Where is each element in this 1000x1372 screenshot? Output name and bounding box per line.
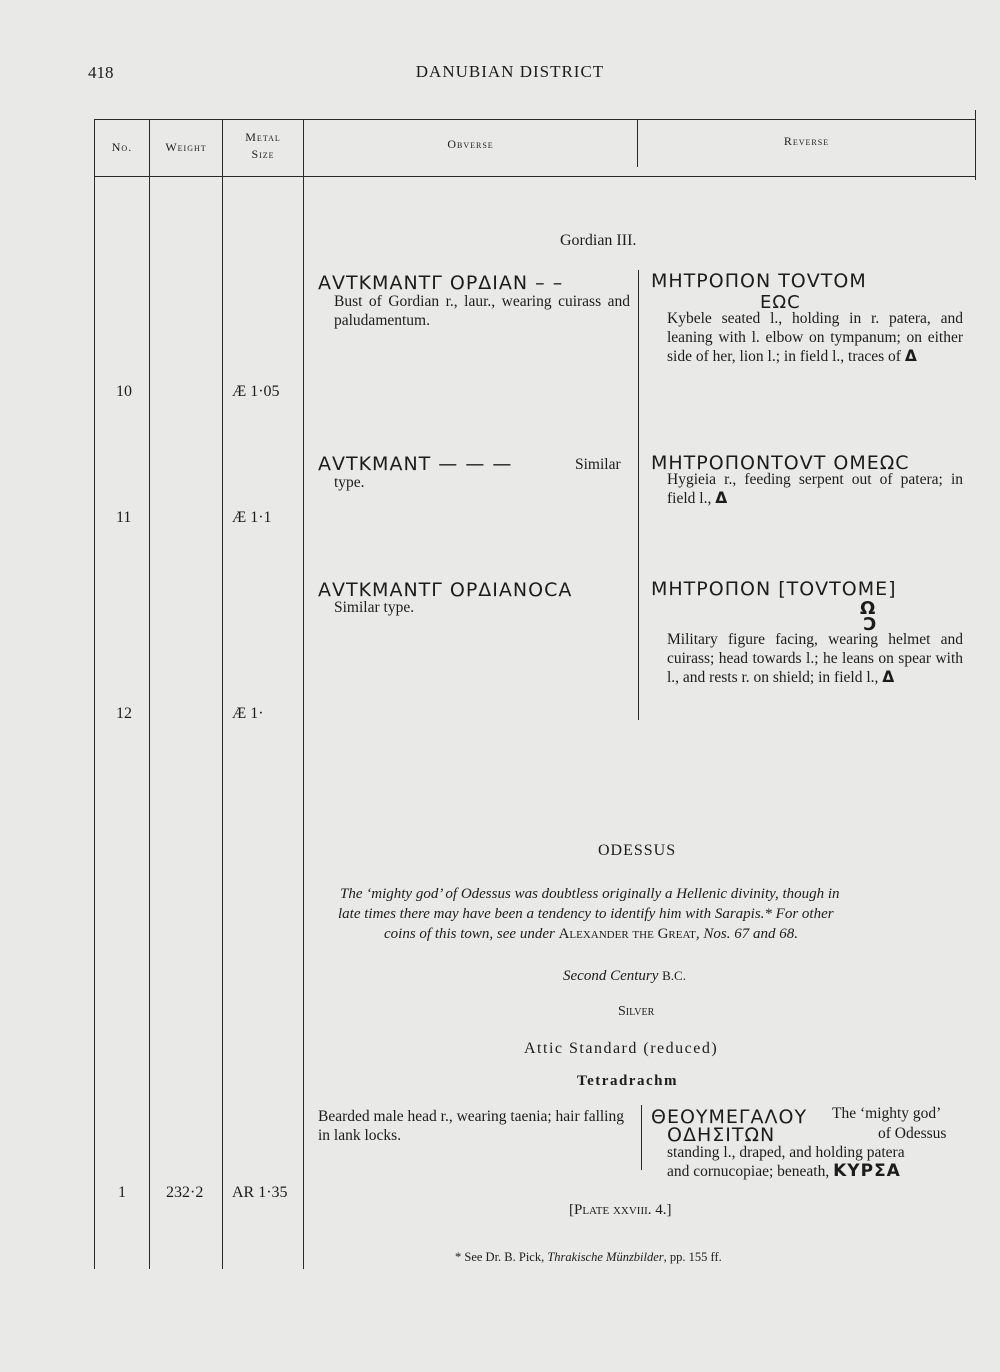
coin-number: 1 (118, 1184, 126, 1201)
reverse-description: Kybele seated l., holding in r. patera, and leaning with l. elbow on tympanum; on either side of her, lion l.; in field l., traces of Δ (667, 310, 963, 365)
field-symbol: Δ (715, 489, 729, 507)
running-title: DANUBIAN DISTRICT (415, 62, 605, 81)
reverse-legend: ΜΗΤΡΟΠΟΝΤΟVΤ ΟΜΕΩC (651, 452, 910, 474)
obverse-description: Similar type. (334, 599, 415, 616)
reverse-legend-line2: ΟΔΗΣΙΤΩΝ (667, 1124, 776, 1146)
obverse-description: type. (334, 474, 365, 491)
coin-number: 12 (116, 705, 132, 722)
obverse-legend: ΑVΤΚΜΑΝΤΓ ΟΡΔΙΑΝΟCΑ (318, 579, 573, 601)
reverse-legend: ΜΗΤΡΟΠΟΝ [ΤΟVΤΟΜΕ] (651, 578, 897, 600)
reverse-description: Military figure facing, wearing helmet and cuirass; head towards l.; he leans on spear with l., and rests r. on shield; in field l., Δ (667, 631, 963, 686)
metal-heading: Silver (618, 1004, 655, 1019)
denomination-heading: Tetradrachm (577, 1073, 678, 1089)
obverse-description: Bust of Gordian r., laur., wearing cuirass and paludamentum. (334, 293, 630, 329)
reverse-description-b: of Odessus (878, 1125, 947, 1142)
coin-number: 10 (116, 383, 132, 400)
period: Second Century B.C. (563, 968, 686, 984)
coin-number: 11 (116, 509, 132, 526)
reverse-description-d: and cornucopiae; beneath, ΚΥΡΣΑ (667, 1161, 901, 1181)
reverse-legend: ΘΕΟΥΜΕΓΑΛΟΥ (651, 1106, 808, 1128)
reverse-legend-line3: C (862, 614, 877, 635)
metal-size: Æ 1· (232, 705, 264, 722)
field-symbol: ΚΥΡΣΑ (833, 1161, 901, 1181)
plate-reference: [Plate xxviii. 4.] (569, 1202, 672, 1218)
section-heading-odessus: ODESSUS (598, 842, 677, 859)
header-metal: Metal Size (245, 130, 281, 161)
page-number: 418 (88, 63, 114, 82)
metal-size: Æ 1·05 (232, 383, 280, 400)
header-weight: Weight (165, 140, 207, 154)
reverse-description-c: standing l., draped, and holding patera (667, 1144, 905, 1161)
reverse-legend-line2: ΕΩC (760, 292, 801, 313)
header-obverse: Obverse (447, 137, 494, 151)
standard-heading: Attic Standard (reduced) (524, 1040, 719, 1057)
header-no: No. (111, 140, 133, 154)
obverse-description: Bearded male head r., wearing taenia; hair falling in lank locks. (318, 1108, 624, 1144)
reverse-legend: ΜΗΤΡΟΠΟΝ ΤΟVΤΟΜ (651, 270, 867, 292)
section-intro: The ‘mighty god’ of Odessus was doubtless originally a Hellenic divinity, though in late times there may have been a tendency to identify him with Sarapis.* For other coins of this town, see under Alexander the Great, Nos. 67 and 68. (338, 886, 840, 942)
reverse-legend-line2: Ω (860, 598, 877, 619)
section-heading-gordian: Gordian III. (560, 232, 637, 249)
cross-reference: Alexander the Great (558, 926, 696, 942)
header-reverse: Reverse (783, 134, 830, 148)
obverse-legend: ΑVΤΚΜΑΝΤ — — — (318, 453, 513, 475)
field-symbol: Δ (882, 668, 896, 686)
metal-size: AR 1·35 (232, 1184, 288, 1201)
reverse-description: Hygieia r., feeding serpent out of patera; in field l., Δ (667, 471, 963, 507)
obverse-legend: ΑVΤΚΜΑΝΤΓ ΟΡΔΙΑΝ – – (318, 272, 564, 294)
footnote: * See Dr. B. Pick, Thrakische Münzbilder, pp. 155 ff. (455, 1250, 722, 1264)
field-symbol: Δ (904, 347, 918, 365)
obverse-similar: Similar (575, 456, 621, 473)
metal-size: Æ 1·1 (232, 509, 272, 526)
reverse-description-a: The ‘mighty god’ (832, 1105, 942, 1122)
coin-weight: 232·2 (166, 1184, 204, 1201)
